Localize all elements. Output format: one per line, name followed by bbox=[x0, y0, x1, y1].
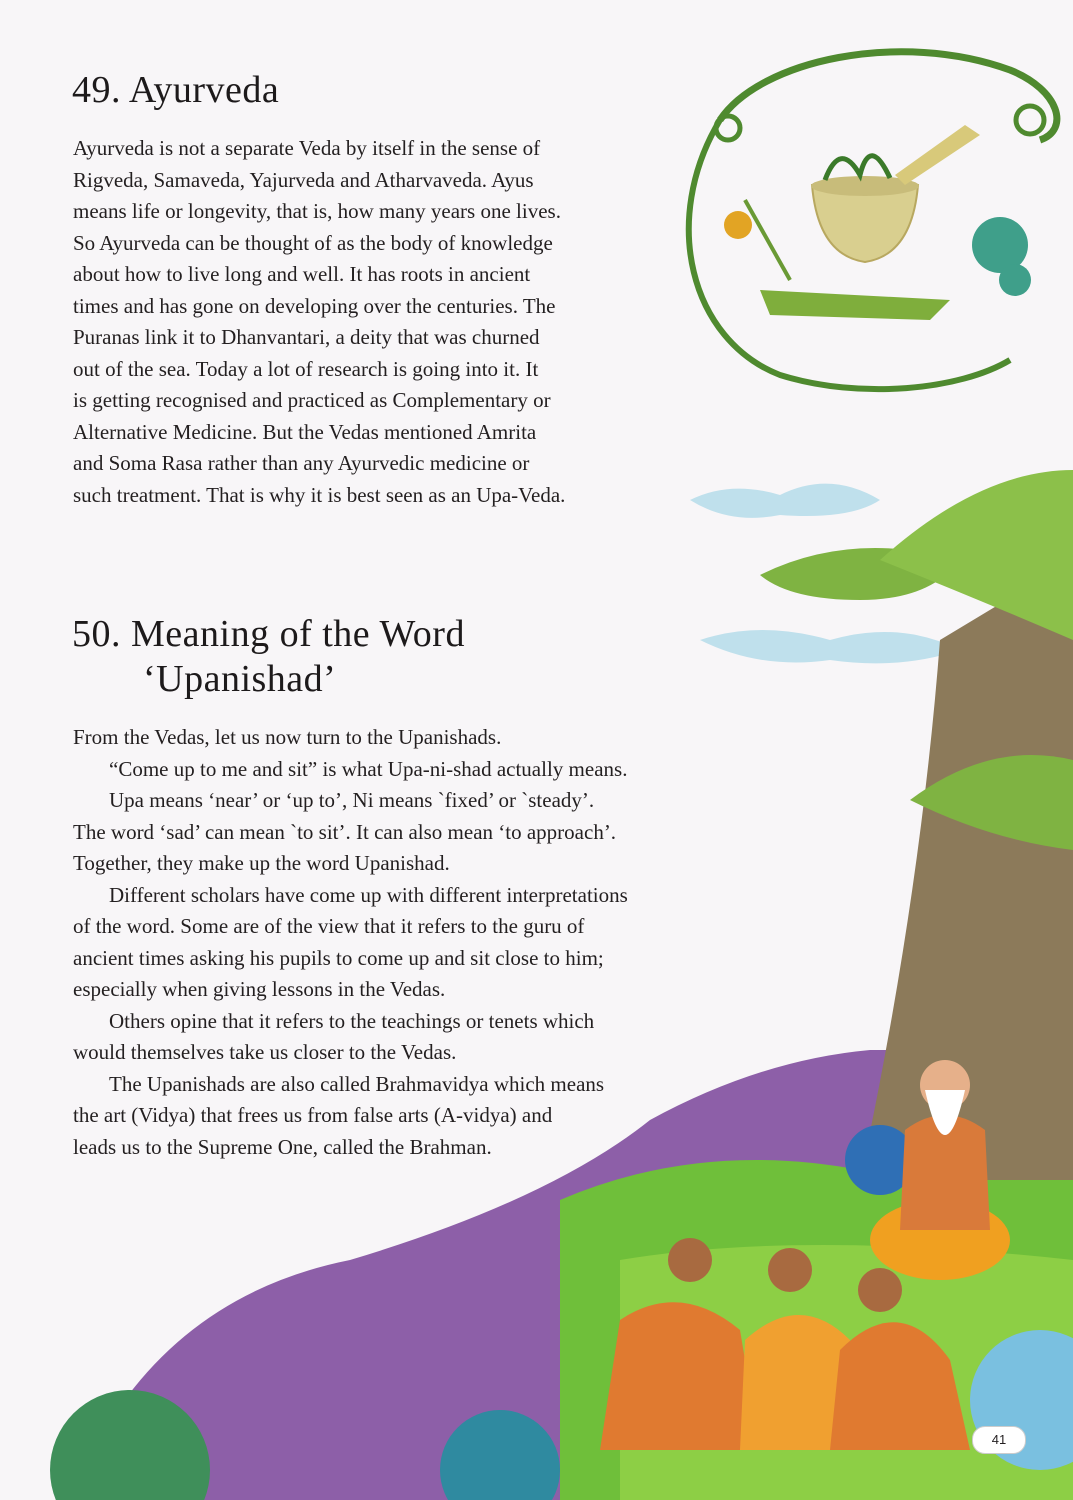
text-line: especially when giving lessons in the Vedas. bbox=[73, 977, 446, 1001]
text-line: about how to live long and well. It has roots in ancient bbox=[73, 262, 531, 286]
section-heading-upanishad bbox=[72, 612, 465, 702]
text-line: would themselves take us closer to the Vedas. bbox=[73, 1040, 457, 1064]
text-line: Upa means ‘near’ or ‘up to’, Ni means `fixed’ or `steady’. bbox=[109, 788, 595, 812]
text-line: means life or longevity, that is, how many years one lives. bbox=[73, 199, 561, 223]
ayurveda-body bbox=[73, 133, 565, 511]
text-line: Ayurveda is not a separate Veda by itself in the sense of bbox=[73, 136, 541, 160]
heading-line-1: 50. Meaning of the Word bbox=[72, 613, 465, 655]
text-line: Rigveda, Samaveda, Yajurveda and Atharvaveda. Ayus bbox=[73, 167, 534, 192]
text-line: times and has gone on developing over the centuries. The bbox=[73, 293, 556, 318]
mortar-herbs-illustration bbox=[689, 52, 1057, 389]
upanishad-body bbox=[73, 722, 628, 1163]
text-line: and Soma Rasa rather than any Ayurvedic medicine or bbox=[73, 451, 530, 475]
text-line: of the word. Some are of the view that it refers to the guru of bbox=[73, 914, 585, 938]
section-heading-ayurveda: 49. Ayurveda bbox=[72, 69, 280, 111]
text-line: ancient times asking his pupils to come up and sit close to him; bbox=[73, 945, 604, 970]
text-line: Others opine that it refers to the teachings or tenets which bbox=[109, 1008, 595, 1033]
text-line: The word ‘sad’ can mean `to sit’. It can also mean ‘to approach’. bbox=[73, 819, 617, 844]
heading-line-2: ‘Upanishad’ bbox=[143, 658, 337, 700]
text-line: Together, they make up the word Upanishad. bbox=[73, 851, 450, 875]
text-line: out of the sea. Today a lot of research is going into it. It bbox=[73, 356, 539, 381]
page-number: 41 bbox=[972, 1426, 1026, 1454]
text-line: such treatment. That is why it is best seen as an Upa-Veda. bbox=[73, 482, 566, 507]
text-line: Different scholars have come up with different interpretations bbox=[109, 882, 628, 907]
text-line: is getting recognised and practiced as Complementary or bbox=[73, 388, 551, 412]
text-line: Puranas link it to Dhanvantari, a deity that was churned bbox=[73, 325, 540, 349]
text-line: the art (Vidya) that frees us from false arts (A-vidya) and bbox=[73, 1103, 553, 1127]
text-line: The Upanishads are also called Brahmavidya which means bbox=[109, 1071, 605, 1096]
text-line: So Ayurveda can be thought of as the body of knowledge bbox=[73, 230, 553, 255]
text-line: “Come up to me and sit” is what Upa-ni-shad actually means. bbox=[109, 756, 628, 781]
text-line: leads us to the Supreme One, called the Brahman. bbox=[73, 1134, 492, 1159]
text-line: Alternative Medicine. But the Vedas mentioned Amrita bbox=[73, 419, 537, 444]
text-line: From the Vedas, let us now turn to the Upanishads. bbox=[73, 725, 502, 749]
